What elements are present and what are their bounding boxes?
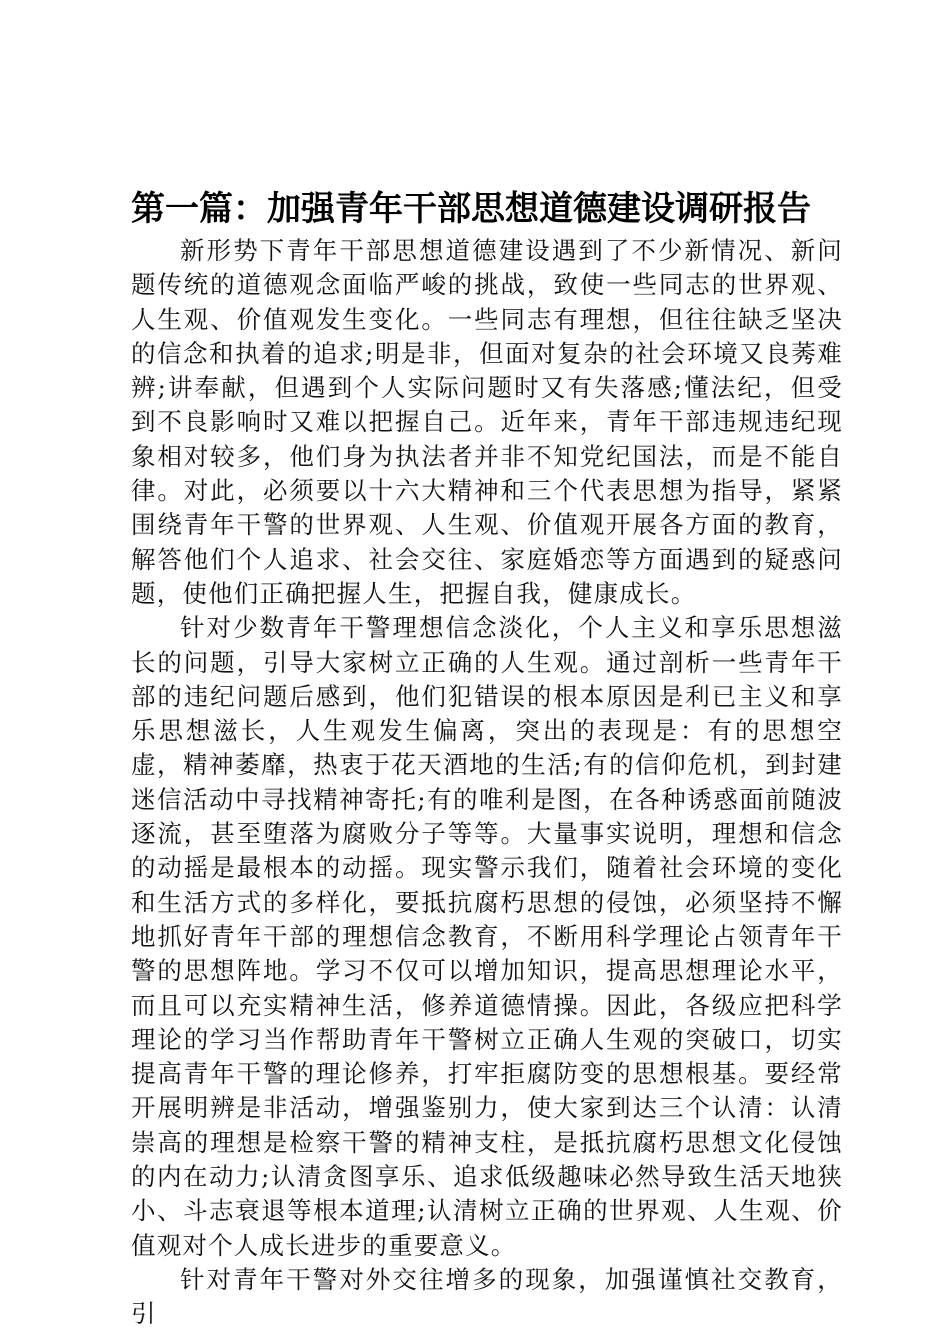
- paragraph-2: 针对少数青年干警理想信念淡化，个人主义和享乐思想滋长的问题，引导大家树立正确的人生观。通过剖析一些青年干部的违纪问题后感到，他们犯错误的根本原因是利已主义和享乐思想滋长，人生观发生偏离，突出的表现是：有的思想空虚，精神萎靡，热衷于花天酒地的生活;有的信仰危机，到封建迷信活动中寻找精神寄托;有的唯利是图，在各种诱惑面前随波逐流，甚至堕落为腐败分子等等。大量事实说明，理想和信念的动摇是最根本的动摇。现实警示我们，随着社会环境的变化和生活方式的多样化，要抵抗腐朽思想的侵蚀，必须坚持不懈地抓好青年干部的理想信念教育，不断用科学理论占领青年干警的思想阵地。学习不仅可以增加知识，提高思想理论水平，而且可以充实精神生活，修养道德情操。因此，各级应把科学理论的学习当作帮助青年干警树立正确人生观的突破口，切实提高青年干警的理论修养，打牢拒腐防变的思想根基。要经常开展明辨是非活动，增强鉴别力，使大家到达三个认清：认清崇高的理想是检察干警的精神支柱，是抵抗腐朽思想文化侵蚀的内在动力;认清贪图享乐、追求低级趣味必然导致生活天地狭小、斗志衰退等根本道理;认清树立正确的世界观、人生观、价值观对个人成长进步的重要意义。: [131, 613, 843, 1260]
- paragraph-3: 针对青年干警对外交往增多的现象，加强谨慎社交教育，引: [131, 1264, 843, 1329]
- document-body: [131, 234, 843, 1332]
- paragraph-1: 新形势下青年干部思想道德建设遇到了不少新情况、新问题传统的道德观念面临严峻的挑战，致使一些同志的世界观、人生观、价值观发生变化。一些同志有理想，但往往缺乏坚决的信念和执着的追求;明是非，但面对复杂的社会环境又良莠难辨;讲奉献，但遇到个人实际问题时又有失落感;懂法纪，但受到不良影响时又难以把握自己。近年来，青年干部违规违纪现象相对较多，他们身为执法者并非不知党纪国法，而是不能自律。对此，必须要以十六大精神和三个代表思想为指导，紧紧围绕青年干警的世界观、人生观、价值观开展各方面的教育，解答他们个人追求、社会交往、家庭婚恋等方面遇到的疑惑问题，使他们正确把握人生，把握自我，健康成长。: [131, 236, 843, 608]
- document-title: 第一篇：加强青年干部思想道德建设调研报告: [131, 189, 811, 229]
